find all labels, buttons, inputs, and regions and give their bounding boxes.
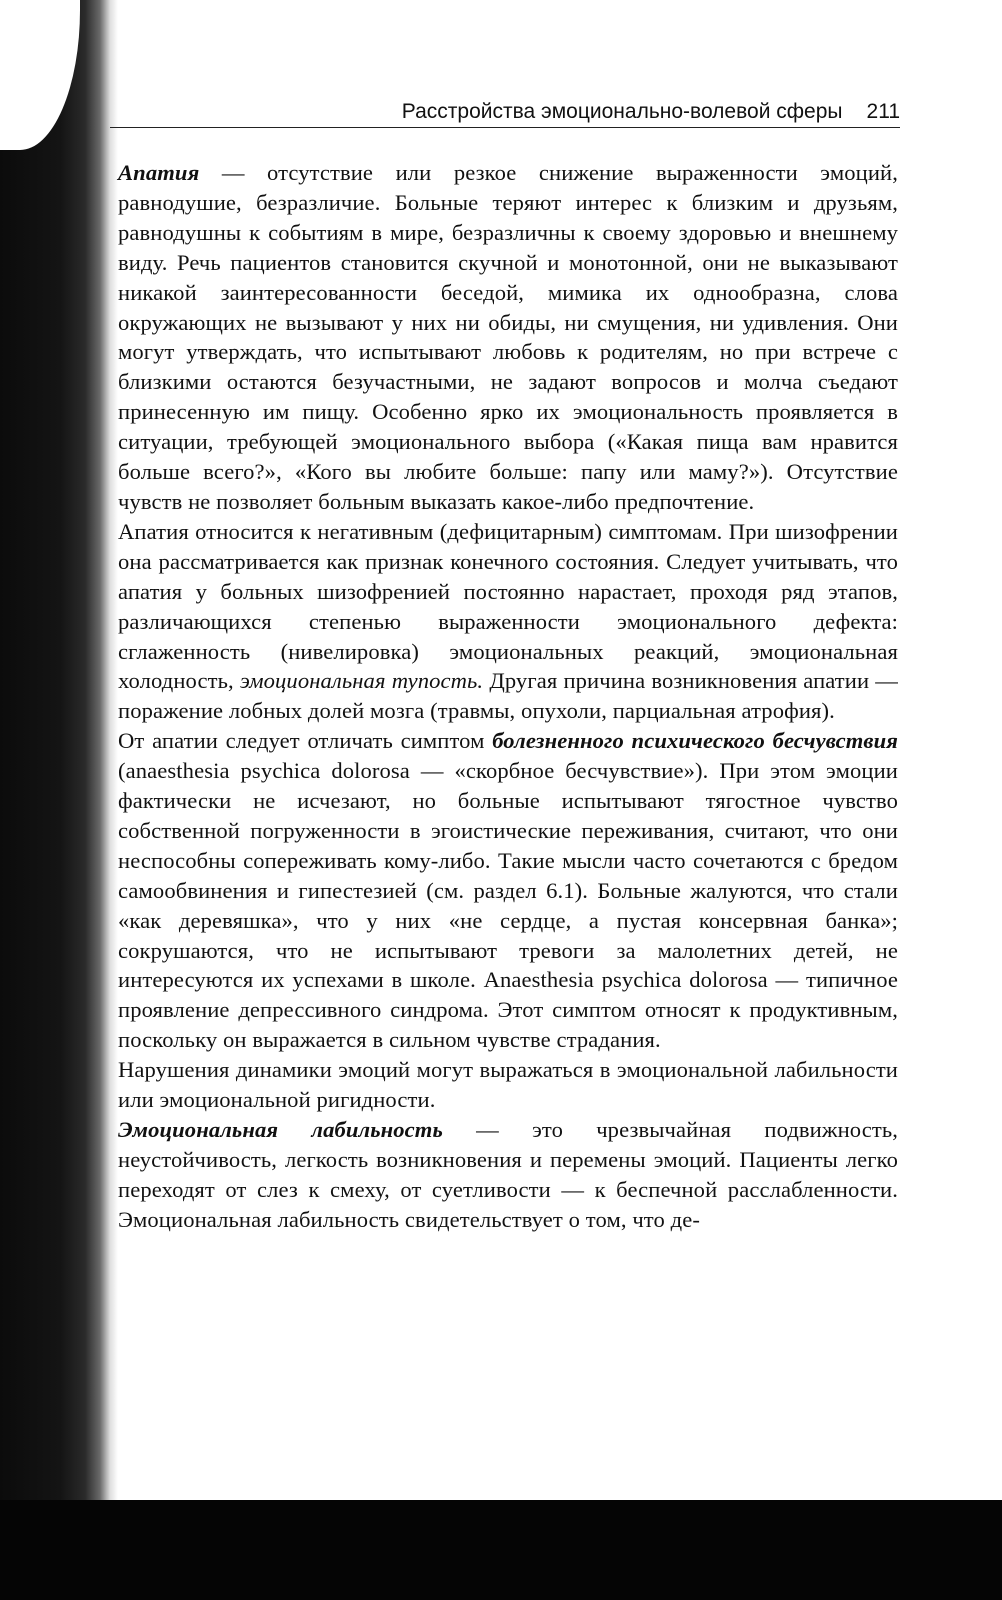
paragraph-text: — отсутствие или резкое снижение выраженности эмоций, равнодушие, безразличие. Больные теряют интерес к близким и друзьям, равнодушны к событиям в мире, безразличны к своему здоровью и внешнему виду. Речь пациентов становится скучной и монотонной, они не выказывают никакой заинтересованности беседой, мимика их однообразна, слова окружающих не вызывают у них ни обиды, ни смущения, ни удивления. Они могут утверждать, что испытывают любовь к родителям, но при встрече с близкими остаются безучастными, не задают вопросов и молча съедают принесенную им пищу. Особенно ярко их эмоциональность проявляется в ситуации, требующей эмоционального выбора («Какая пища вам нравится больше всего?», «Кого вы любите больше: папу или маму?»). Отсутствие чувств не позволяет больным выказать какое-либо предпочтение.	[118, 160, 898, 514]
paragraph-text: Апатия относится к негативным (дефицитарным) симптомам. При шизофрении она рассматривается как признак конечного состояния. Следует учитывать, что апатия у больных шизофренией постоянно нарастает, проходя ряд этапов, различающихся степенью выраженности эмоционального дефекта: сглаженность (нивелировка) эмоциональных реакций, эмоциональная холодность,	[118, 518, 898, 694]
running-title: Расстройства эмоционально-волевой сферы	[401, 100, 843, 123]
page-body	[118, 158, 898, 1235]
paragraph-apathy	[118, 158, 898, 517]
term-emotional-lability: Эмоциональная лабильность	[118, 1117, 443, 1142]
term-apathy: Апатия	[118, 160, 200, 185]
paragraph-text: Нарушения динамики эмоций могут выражаться в эмоциональной лабильности или эмоциональной ригидности.	[118, 1057, 898, 1113]
paragraph-text: (anaesthesia psychica dolorosa — «скорбное бесчувствие»). При этом эмоции фактически не исчезают, но больные испытывают тягостное чувство собственной погруженности в эгоистические переживания, считают, что они неспособны сопереживать кому-либо. Такие мысли часто сочетаются с бредом самообвинения и гипестезией (см. раздел 6.1). Больные жалуются, что стали «как деревяшка», что у них «не сердце, а пустая консервная банка»; сокрушаются, что не испытывают тревоги за малолетних детей, не интересуются их успехами в школе. Anaesthesia psychica dolorosa — типичное проявление депрессивного синдрома. Этот симптом относят к продуктивным, поскольку он выражается в сильном чувстве страдания.	[118, 758, 898, 1053]
scan-binding-shadow	[0, 0, 118, 1600]
paragraph-text: От апатии следует отличать симптом	[118, 728, 493, 754]
paragraph-lability	[118, 1115, 898, 1235]
term-emotional-dullness: эмоциональная тупость.	[239, 668, 484, 694]
paragraph-apathy-negative	[118, 517, 898, 726]
page-number: 211	[866, 100, 900, 123]
paragraph-text: Другая причина возникновения апатии — поражение лобных долей мозга (травмы, опухоли, парциальная атрофия).	[118, 668, 898, 724]
running-header	[110, 100, 900, 128]
paragraph-dynamics	[118, 1055, 898, 1115]
scan-bottom-edge	[0, 1500, 1002, 1600]
paragraph-text: — это чрезвычайная подвижность, неустойчивость, легкость возникновения и перемены эмоций. Пациенты легко переходят от слез к смеху, от суетливости — к беспечной расслабленности. Эмоциональная лабильность свидетельствует о том, что де-	[118, 1117, 898, 1232]
term-painful-insensitivity: болезненного психического бесчувствия	[492, 728, 898, 754]
paragraph-anaesthesia	[118, 726, 898, 1055]
